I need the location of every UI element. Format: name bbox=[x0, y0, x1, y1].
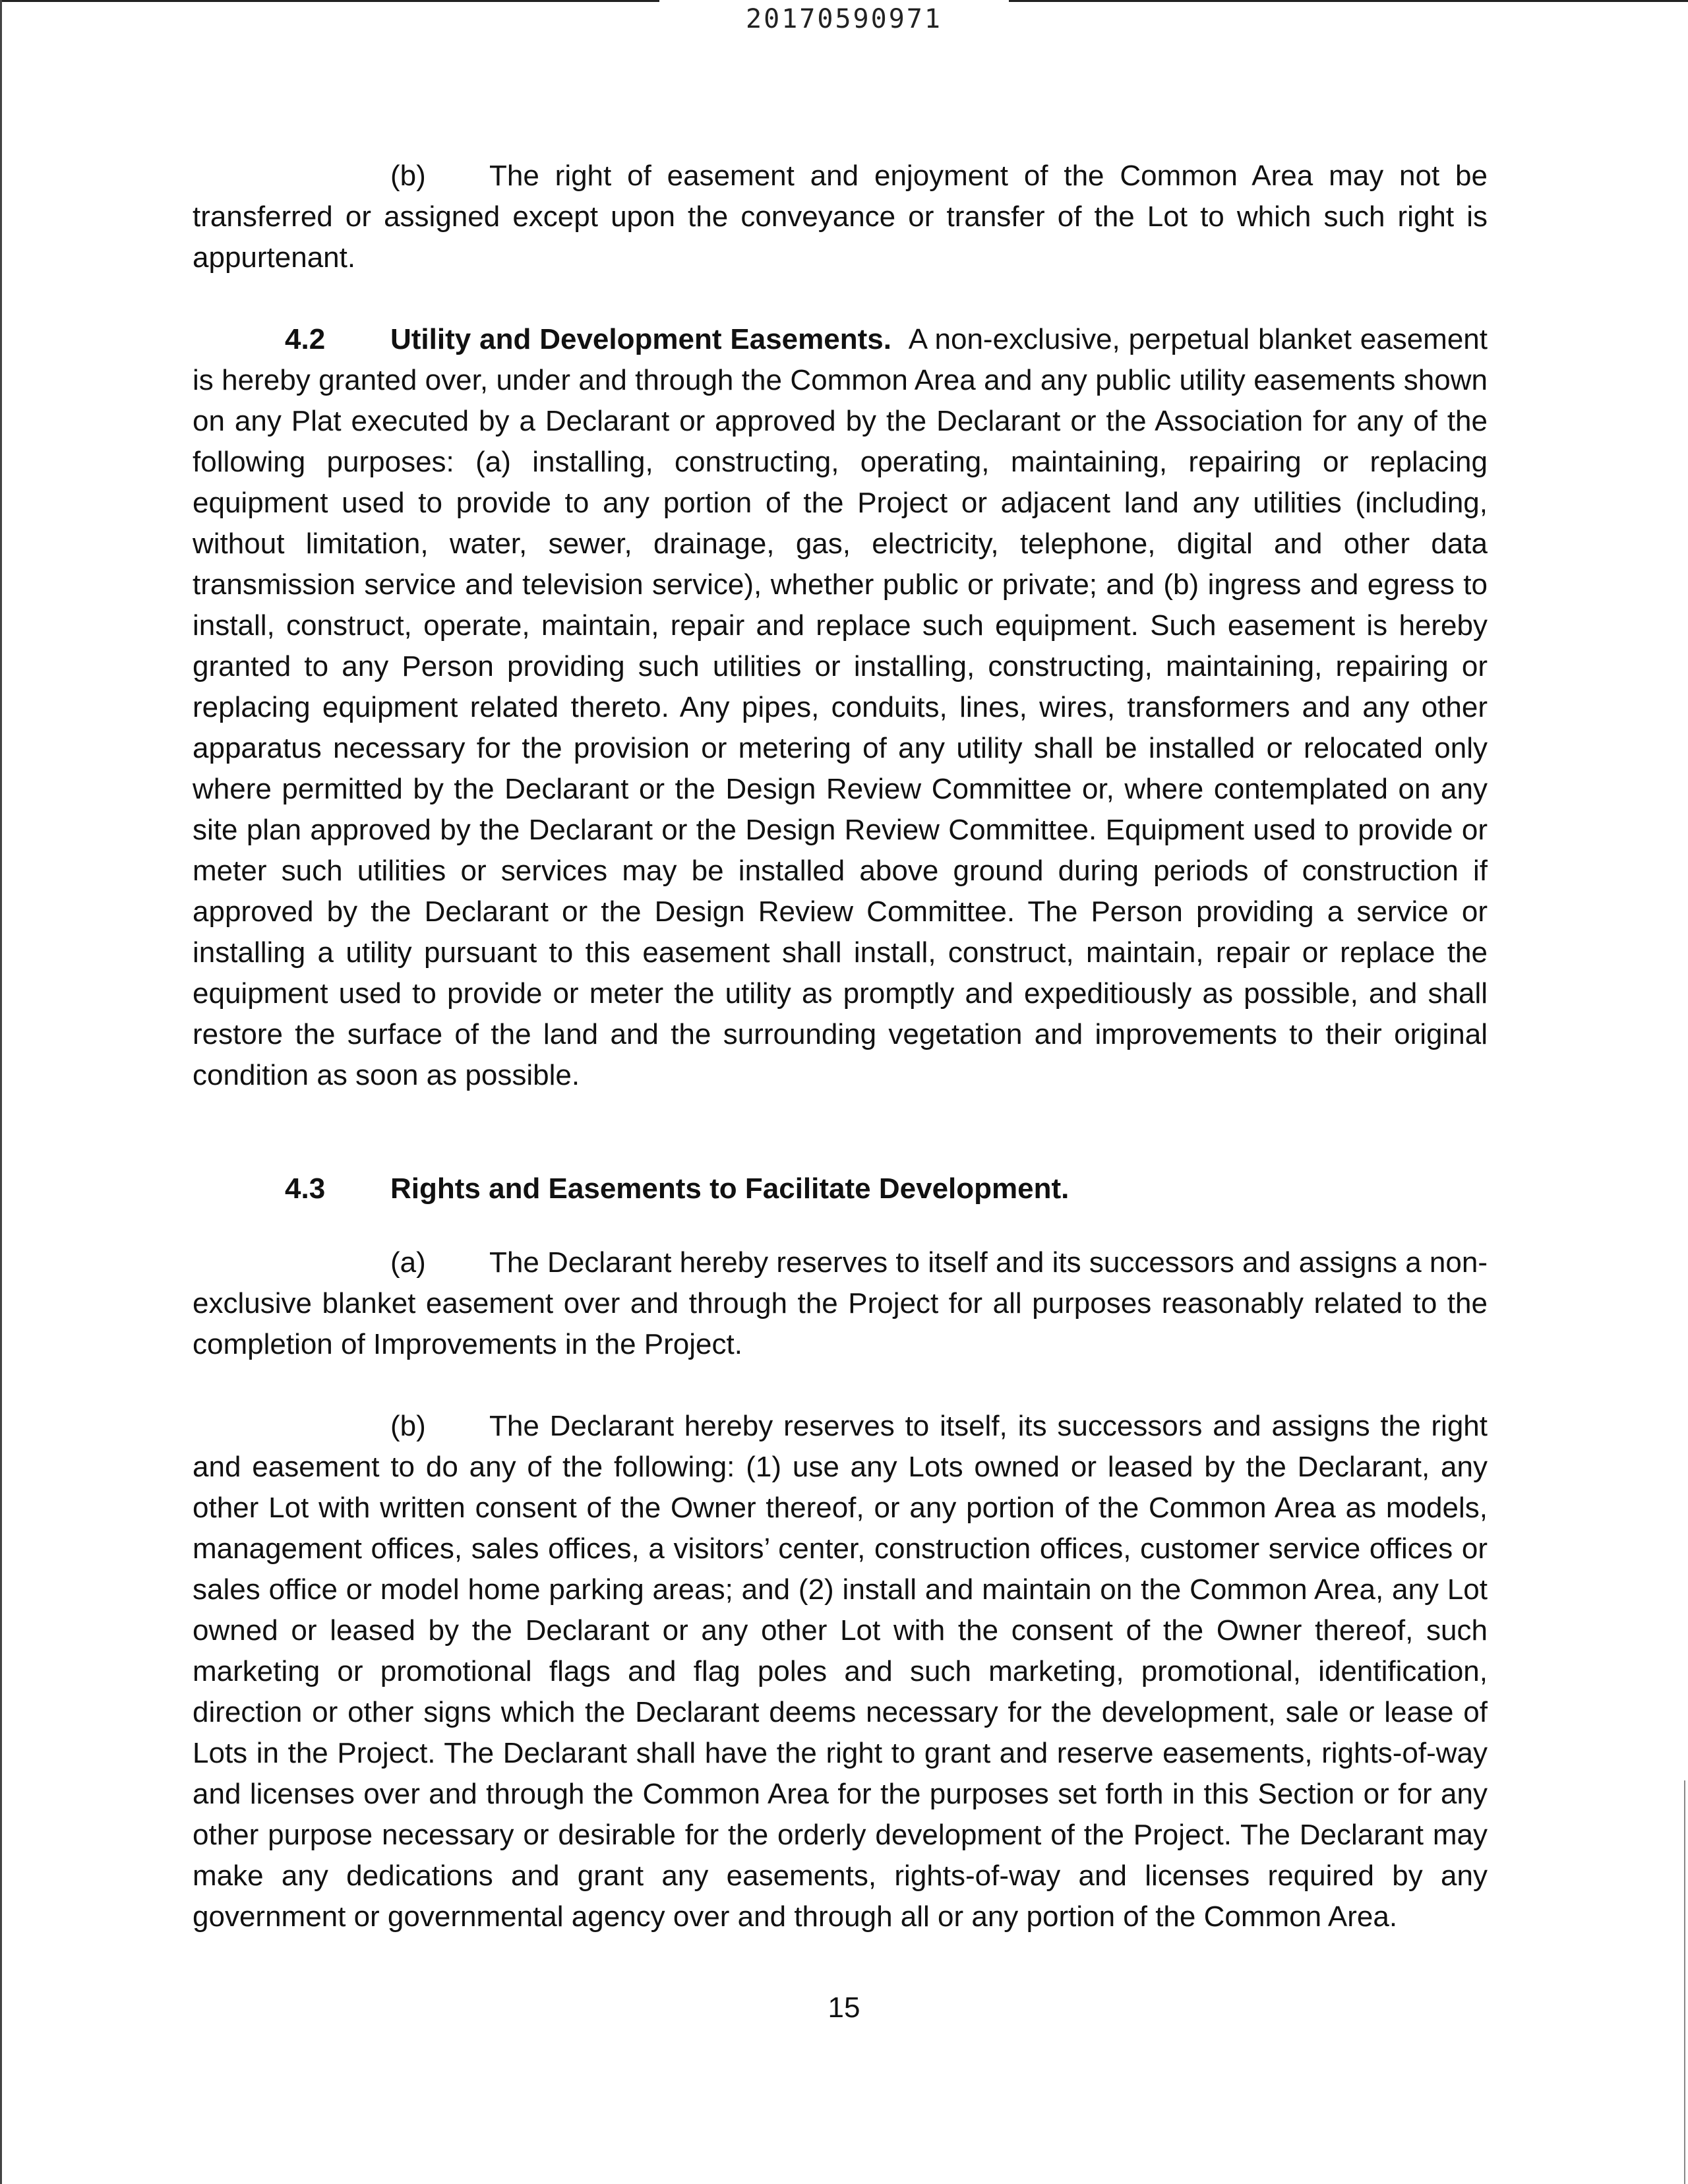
scan-border-right bbox=[1684, 1780, 1685, 2184]
paragraph-text: The right of easement and enjoyment of the Common Area may not be transferred or assigned except upon the conveyance or transfer of the Lot to which such right is appurtenant. bbox=[193, 160, 1488, 274]
section-number: 4.2 bbox=[285, 323, 326, 355]
section-title: Rights and Easements to Facilitate Development. bbox=[390, 1172, 1070, 1205]
paragraph-label: (a) bbox=[390, 1246, 426, 1279]
section-number: 4.3 bbox=[285, 1172, 326, 1205]
section-title: Utility and Development Easements. bbox=[390, 323, 891, 355]
scan-border-top-left bbox=[0, 0, 659, 2]
paragraph-label: (b) bbox=[390, 1410, 426, 1442]
scan-border-left bbox=[0, 0, 2, 2184]
document-number: 20170590971 bbox=[746, 4, 942, 34]
page-number: 15 bbox=[828, 1991, 860, 2024]
paragraph-b-transfer bbox=[193, 156, 1488, 278]
paragraph-label: (b) bbox=[390, 160, 426, 192]
section-text: A non-exclusive, perpetual blanket easement is hereby granted over, under and through the Common Area and any public utility easements shown on any Plat executed by a Declarant or approved by the Declarant or the Association for any of the following purposes: (a) installing, constructing, operating, maintaining, repairing or replacing equipment used to provide to any portion of the Project or adjacent land any utilities (including, without limitation, water, sewer, drainage, gas, electricity, telephone, digital and other data transmission service and television service), whether public or private; and (b) ingress and egress to install, construct, operate, maintain, repair and replace such equipment. Such easement is hereby granted to any Person providing such utilities or installing, constructing, maintaining, repairing or replacing equipment related thereto. Any pipes, conduits, lines, wires, transformers and any other apparatus necessary for the provision or metering of any utility shall be installed or relocated only where permitted by the Declarant or the Design Review Committee or, where contemplated on any site plan approved by the Declarant or the Design Review Committee. Equipment used to provide or meter such utilities or services may be installed above ground during periods of construction if approved by the Declarant or the Design Review Committee. The Person providing a service or installing a utility pursuant to this easement shall install, construct, maintain, repair or replace the equipment used to provide or meter the utility as promptly and expeditiously as possible, and shall restore the surface of the land and the surrounding vegetation and improvements to their original condition as soon as possible. bbox=[193, 323, 1488, 1091]
paragraph-text: The Declarant hereby reserves to itself and its successors and assigns a non-exclusive blanket easement over and through the Project for all purposes reasonably related to the completion of Improvements in the Project. bbox=[193, 1246, 1488, 1360]
scan-border-top-right bbox=[1009, 0, 1688, 2]
section-4-2 bbox=[193, 319, 1488, 1096]
paragraph-text: The Declarant hereby reserves to itself, its successors and assigns the right and easement to do any of the following: (1) use any Lots owned or leased by the Declarant, any other Lot with written consent of the Owner thereof, or any portion of the Common Area as models, management offices, sales offices, a visitors’ center, construction offices, customer service offices or sales office or model home parking areas; and (2) install and maintain on the Common Area, any Lot owned or leased by the Declarant or any other Lot with the consent of the Owner thereof, such marketing or promotional flags and flag poles and such marketing, promotional, identification, direction or other signs which the Declarant deems necessary for the development, sale or lease of Lots in the Project. The Declarant shall have the right to grant and reserve easements, rights-of-way and licenses over and through the Common Area for the purposes set forth in this Section or for any other purpose necessary or desirable for the orderly development of the Project. The Declarant may make any dedications and grant any easements, rights-of-way and licenses required by any government or governmental agency over and through all or any portion of the Common Area. bbox=[193, 1410, 1488, 1933]
paragraph-a-reservation bbox=[193, 1242, 1488, 1365]
section-4-3-heading bbox=[193, 1168, 1488, 1209]
paragraph-b-rights bbox=[193, 1406, 1488, 1937]
